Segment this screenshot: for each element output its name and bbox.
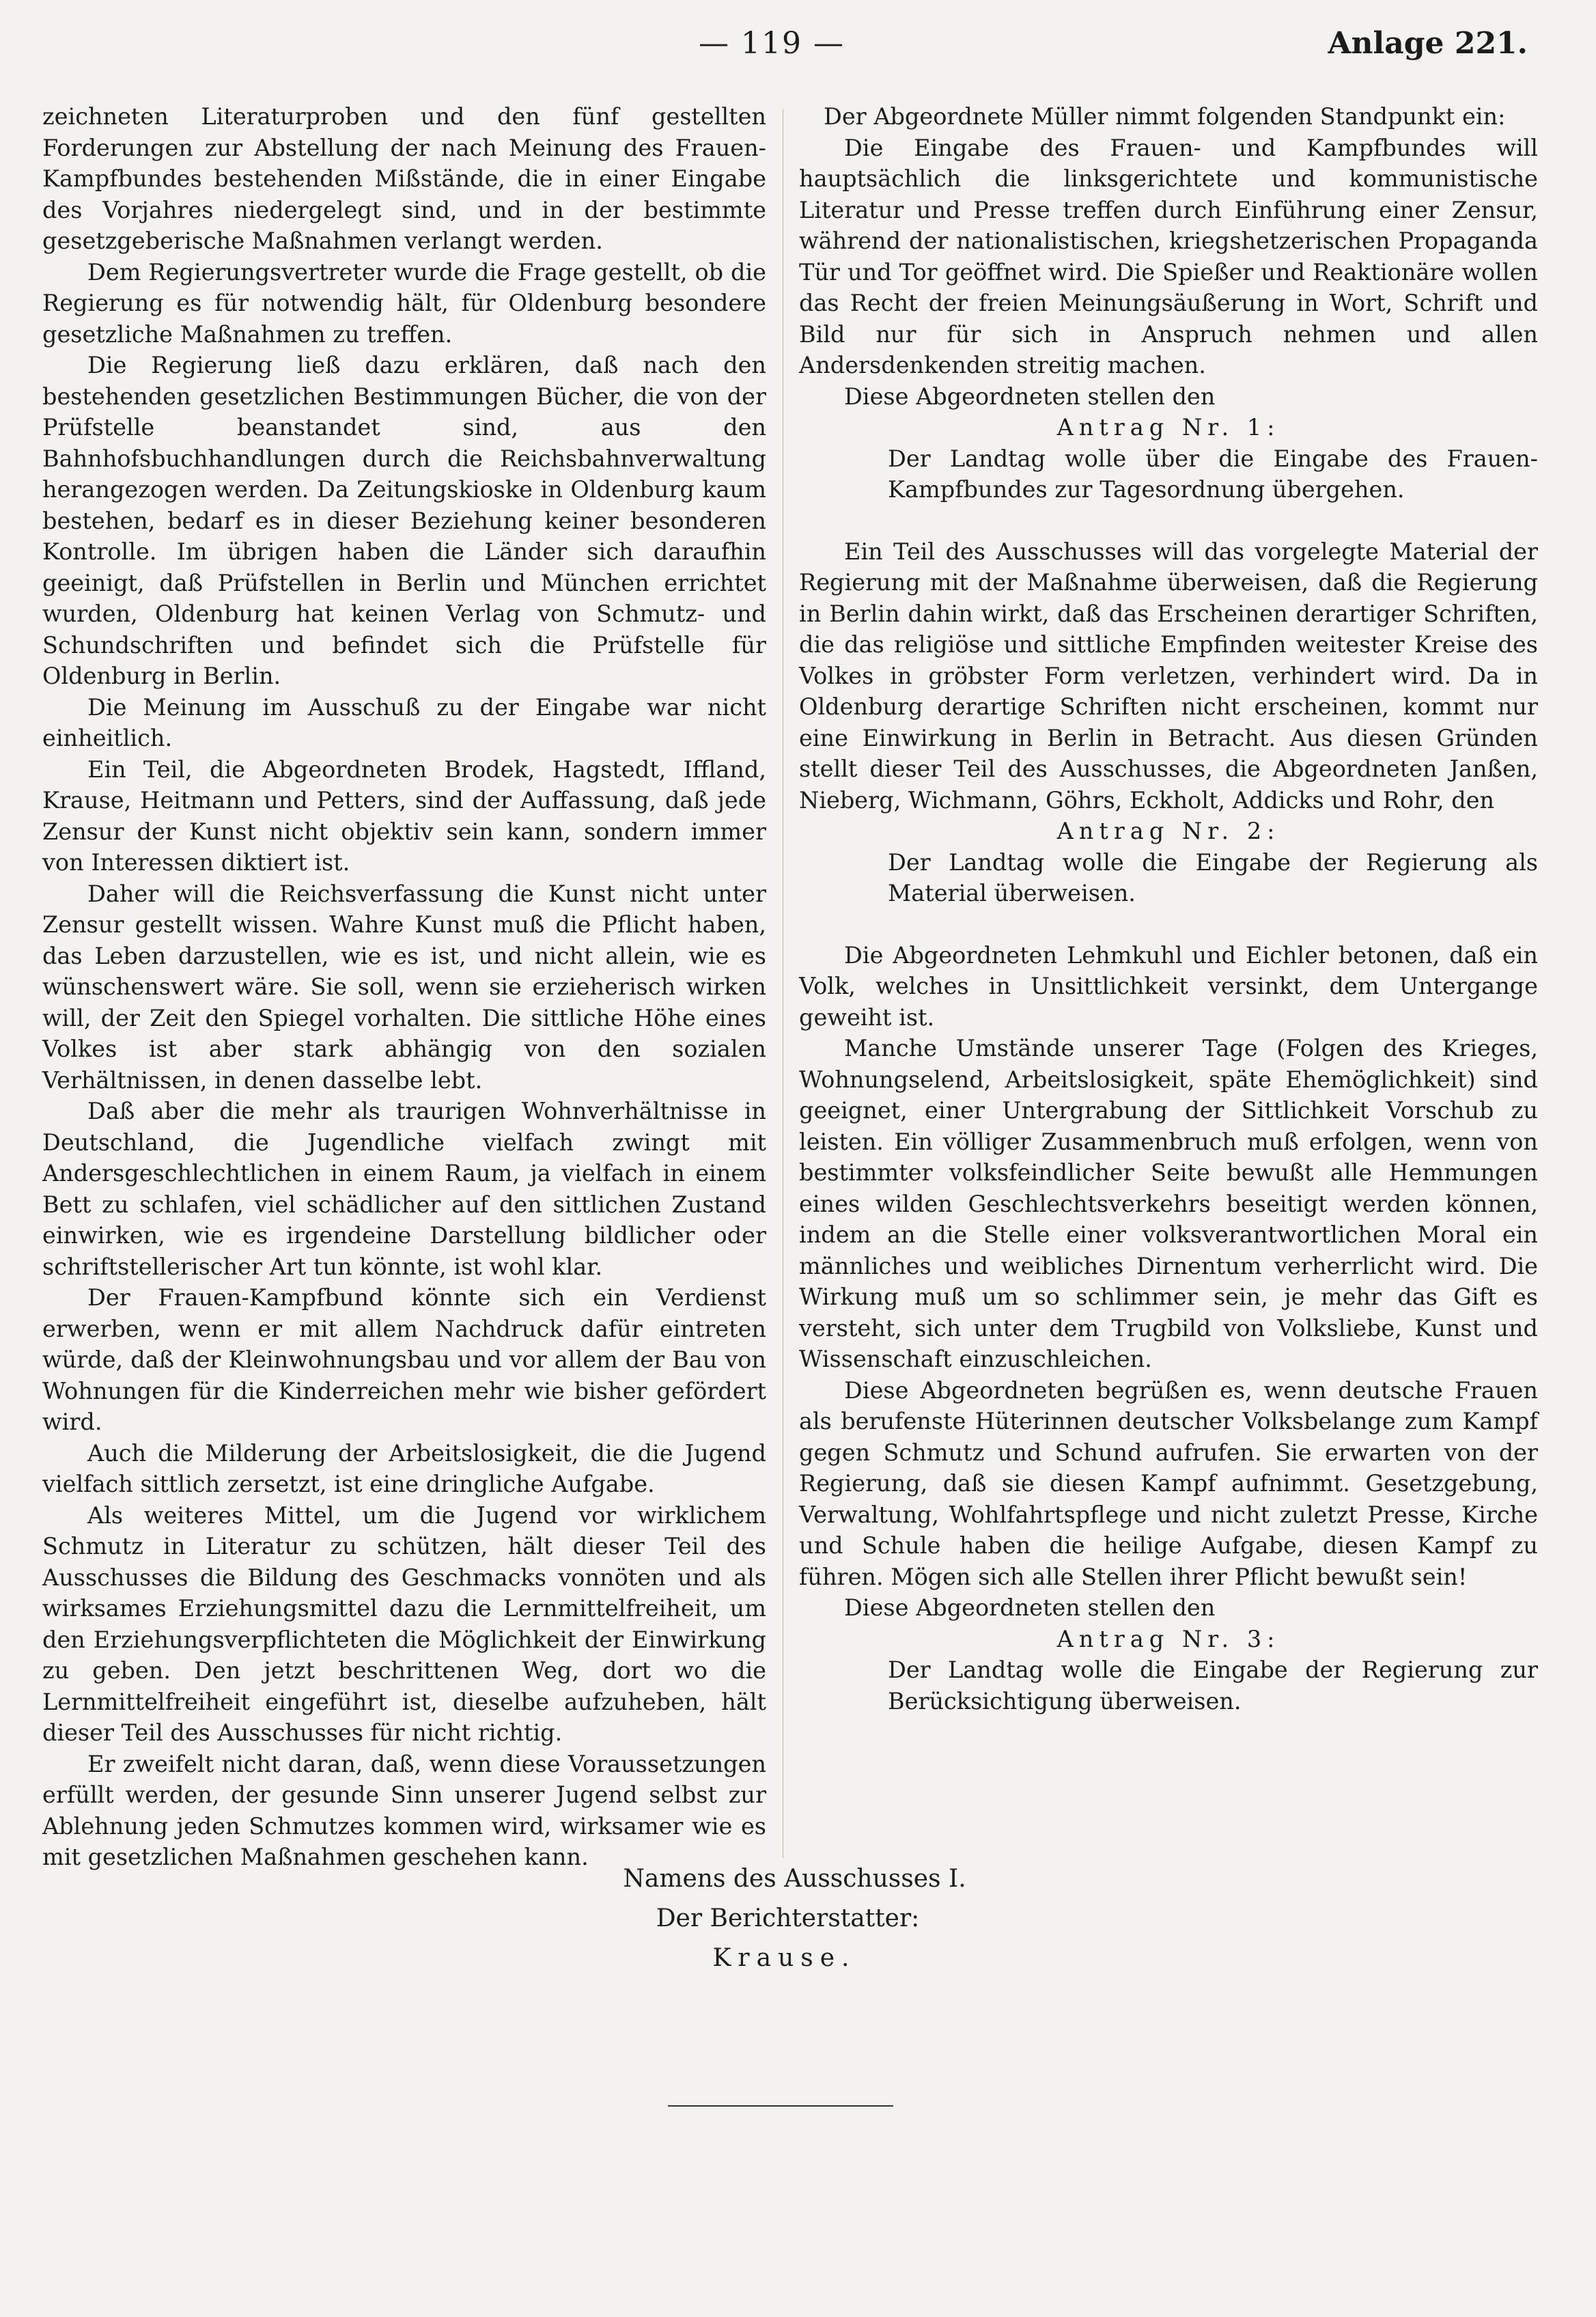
motion-text-2: Der Landtag wolle die Eingabe der Regierung als Material überweisen. xyxy=(888,848,1538,906)
paragraph: Diese Abgeordneten begrüßen es, wenn deutsche Frauen als berufenste Hüterinnen deutscher Volksbelange zum Kampf gegen Schmutz und Schund aufrufen. Sie erwarten von der Regierung, daß sie diesen Kampf aufnimmt. Gesetzgebung, Verwaltung, Wohlfahrtspflege und nicht zuletzt Presse, Kirche und Schule haben die heilige Aufgabe, diesen Kampf zu führen. Mögen sich alle Stellen ihrer Pflicht bewußt sein! xyxy=(799,1376,1538,1590)
rapporteur-label: Der Berichterstatter: xyxy=(656,1904,920,1932)
paragraph: Auch die Milderung der Arbeitslosigkeit, die die Jugend vielfach sittlich zersetzt, ist eine dringliche Aufgabe. xyxy=(42,1439,766,1497)
rapporteur-name: Krause. xyxy=(712,1944,856,1972)
paragraph: Dem Regierungsvertreter wurde die Frage gestellt, ob die Regierung es für notwendig hält, für Oldenburg besondere gesetzliche Maßnahmen zu treffen. xyxy=(42,258,766,348)
committee-name: Namens des Ausschusses I. xyxy=(623,1865,966,1893)
motion-text-3: Der Landtag wolle die Eingabe der Regierung zur Berücksichtigung überweisen. xyxy=(888,1656,1538,1715)
closing-rule xyxy=(668,2105,893,2107)
motion-heading-3: Antrag Nr. 3: xyxy=(1056,1625,1280,1652)
page-header xyxy=(0,26,1596,74)
paragraph: zeichneten Literaturproben und den fünf gestellten Forderungen zur Abstellung der nach Meinung des Frauen-Kampfbundes bestehenden Mißstände, die in einer Eingabe des Vorjahres niedergelegt sind, und in der bestimmte gesetzgeberische Maßnahmen verlangt werden. xyxy=(42,103,766,254)
paragraph: Der Frauen-Kampfbund könnte sich ein Verdienst erwerben, wenn er mit allem Nachdruck dafür eintreten würde, daß der Kleinwohnungsbau und vor allem der Bau von Wohnungen für die Kinderreichen mehr wie bisher gefördert wird. xyxy=(42,1284,766,1435)
paragraph: Die Abgeordneten Lehmkuhl und Eichler betonen, daß ein Volk, welches in Unsittlichkeit versinkt, dem Untergange geweiht ist. xyxy=(799,941,1538,1031)
signature-block xyxy=(0,1859,1596,1978)
paragraph: Diese Abgeordneten stellen den xyxy=(844,1594,1216,1621)
paragraph: Ein Teil des Ausschusses will das vorgelegte Material der Regierung mit der Maßnahme überweisen, daß die Regierung in Berlin dahin wirkt, daß das Erscheinen derartiger Schriften, die das religiöse und sittliche Empfinden weitester Kreise des Volkes in gröbster Form verletzen, verhindert wird. Da in Oldenburg derartige Schriften nicht erscheinen, kommt nur eine Einwirkung in Berlin in Betracht. Aus diesen Gründen stellt dieser Teil des Ausschusses, die Abgeordneten Janßen, Nieberg, Wichmann, Göhrs, Eckholt, Addicks und Rohr, den xyxy=(799,538,1538,814)
paragraph: Die Eingabe des Frauen- und Kampfbundes will hauptsächlich die linksgerichtete und kommunistische Literatur und Presse treffen durch Einführung einer Zensur, während der nationalistischen, kriegshetzerischen Propaganda Tür und Tor geöffnet wird. Die Spießer und Reaktionäre wollen das Recht der freien Meinungsäußerung in Wort, Schrift und Bild nur für sich in Anspruch nehmen und allen Andersdenkenden streitig machen. xyxy=(799,134,1538,378)
paragraph: Diese Abgeordneten stellen den xyxy=(844,383,1216,410)
paragraph: Manche Umstände unserer Tage (Folgen des Krieges, Wohnungselend, Arbeitslosigkeit, späte Ehemöglichkeit) sind geeignet, einer Untergrabung der Sittlichkeit Vorschub zu leisten. Ein völliger Zusammenbruch muß erfolgen, wenn von bestimmter volksfeindlicher Seite bewußt alle Hemmungen eines wilden Geschlechtsverkehrs beseitigt werden können, indem an die Stelle einer volksverantwortlichen Moral ein männliches und weibliches Dirnentum verherrlicht wird. Die Wirkung muß um so schlimmer sein, je mehr das Gift es versteht, sich unter dem Trugbild von Volksliebe, Kunst und Wissenschaft einzuschleichen. xyxy=(799,1035,1538,1372)
motion-heading-1: Antrag Nr. 1: xyxy=(1056,414,1280,441)
page-number: — 119 — xyxy=(699,26,845,61)
left-column xyxy=(42,101,766,1873)
paragraph: Der Abgeordnete Müller nimmt folgenden Standpunkt ein: xyxy=(824,103,1506,130)
paragraph: Daher will die Reichsverfassung die Kunst nicht unter Zensur gestellt wissen. Wahre Kunst muß die Pflicht haben, das Leben darzustellen, wie es ist, und nicht allein, wie es wünschenswert wäre. Sie soll, wenn sie erzieherisch wirken will, der Zeit den Spiegel vorhalten. Die sittliche Höhe eines Volkes ist aber stark abhängig von den sozialen Verhältnissen, in denen dasselbe lebt. xyxy=(42,880,766,1094)
right-column xyxy=(799,101,1538,1717)
paragraph: Daß aber die mehr als traurigen Wohnverhältnisse in Deutschland, die Jugendliche vielfach zwingt mit Andersgeschlechtlichen in einem Raum, ja vielfach in einem Bett zu schlafen, viel schädlicher auf den sittlichen Zustand einwirken, wie es irgendeine Darstellung bildlicher oder schriftstellerischer Art tun könnte, ist wohl klar. xyxy=(42,1098,766,1280)
motion-heading-2: Antrag Nr. 2: xyxy=(1056,818,1280,844)
paragraph: Ein Teil, die Abgeordneten Brodek, Hagstedt, Iffland, Krause, Heitmann und Petters, sind der Auffassung, daß jede Zensur der Kunst nicht objektiv sein kann, sondern immer von Interessen diktiert ist. xyxy=(42,755,766,876)
annex-label: Anlage 221. xyxy=(1328,26,1528,61)
paragraph: Die Meinung im Ausschuß zu der Eingabe war nicht einheitlich. xyxy=(42,693,766,751)
paragraph: Er zweifelt nicht daran, daß, wenn diese Voraussetzungen erfüllt werden, der gesunde Sinn unserer Jugend selbst zur Ablehnung jeden Schmutzes kommen wird, wirksamer wie es mit gesetzlichen Maßnahmen geschehen kann. xyxy=(42,1750,766,1870)
motion-text-1: Der Landtag wolle über die Eingabe des Frauen-Kampfbundes zur Tagesordnung übergehen. xyxy=(888,445,1538,503)
paragraph: Die Regierung ließ dazu erklären, daß nach den bestehenden gesetzlichen Bestimmungen Bücher, die von der Prüfstelle beanstandet sind, aus den Bahnhofsbuchhandlungen durch die Reichsbahnverwaltung herangezogen werden. Da Zeitungskioske in Oldenburg kaum bestehen, bedarf es in dieser Beziehung keiner besonderen Kontrolle. Im übrigen haben die Länder sich daraufhin geeinigt, daß Prüfstellen in Berlin und München errichtet wurden, Oldenburg hat keinen Verlag von Schmutz- und Schundschriften und befindet sich die Prüfstelle für Oldenburg in Berlin. xyxy=(42,352,766,689)
paragraph: Als weiteres Mittel, um die Jugend vor wirklichem Schmutz in Literatur zu schützen, hält dieser Teil des Ausschusses die Bildung des Geschmacks vonnöten und als wirksames Erziehungsmittel dazu die Lernmittelfreiheit, um den Erziehungsverpflichteten die Möglichkeit der Einwirkung zu geben. Den jetzt beschrittenen Weg, dort wo die Lernmittelfreiheit eingeführt ist, dieselbe aufzuheben, hält dieser Teil des Ausschusses für nicht richtig. xyxy=(42,1501,766,1746)
